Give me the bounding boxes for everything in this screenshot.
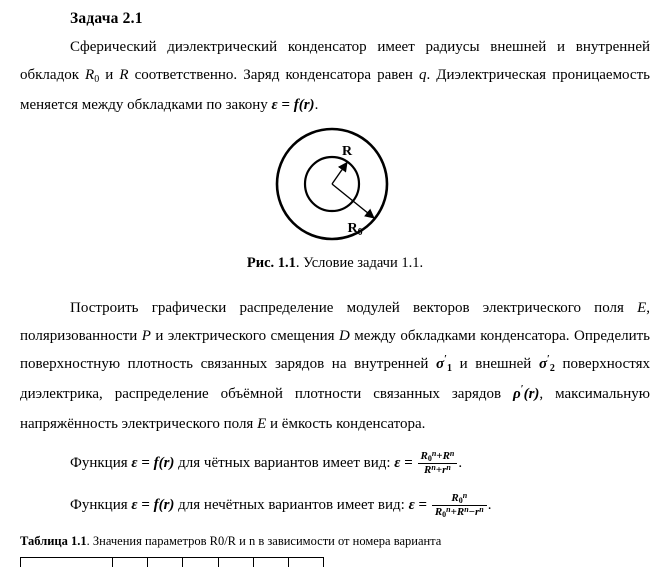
text-run: .	[314, 97, 319, 113]
text-run: ′	[547, 354, 550, 365]
text-run: для нечётных вариантов имеет вид:	[174, 497, 409, 513]
formula-odd-prefix	[70, 497, 431, 513]
formula-even-variants	[70, 446, 650, 480]
text-run: . Условие задачи 1.1.	[295, 255, 424, 271]
fraction-denominator	[432, 506, 487, 519]
table-cell-cutoff	[219, 558, 254, 567]
text-run: 0	[427, 454, 432, 464]
text-run: +	[435, 464, 443, 477]
text-run: ε = f(r)	[271, 97, 315, 113]
text-run: Сферический диэлектрический конденсатор имеет радиусы внешней и внутренней обкладок	[20, 39, 650, 83]
text-run: n	[446, 505, 451, 515]
text-run: R	[85, 67, 95, 83]
formula-odd-suffix: .	[487, 497, 492, 513]
text-run: ε	[408, 497, 415, 513]
formula-odd-variants	[70, 488, 650, 522]
table-caption	[20, 534, 650, 549]
text-run: и электрического смещения	[150, 328, 339, 344]
text-run: ε = f(r)	[131, 455, 175, 471]
outer-radius-label: $R_0$	[347, 221, 363, 238]
text-run: Построить графически распределение модулей векторов электрического поля	[70, 300, 638, 316]
text-run: σ	[436, 356, 445, 372]
table-cell-cutoff	[289, 558, 323, 567]
fraction-denominator	[418, 464, 458, 477]
text-run: E	[257, 416, 267, 432]
figure-caption	[20, 255, 650, 272]
text-run: +	[450, 506, 457, 519]
text-run: между обкладками конденсатора. Определить поверхностную плотность связанных зарядов на внутренней	[20, 328, 651, 372]
formula-even-prefix	[70, 455, 417, 471]
table-cell-cutoff	[148, 558, 183, 567]
text-run: n	[431, 449, 437, 459]
variants-table-fragment-cutoff	[20, 557, 324, 567]
capacitor-cross-section	[269, 125, 401, 243]
text-run: =	[414, 497, 431, 513]
problem-title: Задача 2.1	[70, 10, 143, 27]
text-run: и	[99, 67, 120, 83]
text-run: 0	[458, 496, 463, 506]
text-run: 0	[442, 510, 447, 520]
text-run: ′	[520, 384, 524, 395]
fraction-numerator	[418, 450, 458, 464]
text-run: (r)	[523, 386, 540, 402]
formula-odd-fraction	[432, 492, 487, 518]
text-run: −	[468, 506, 475, 519]
text-run: n	[462, 491, 468, 501]
text-run: E	[637, 300, 647, 316]
formula-even-suffix: .	[458, 455, 463, 471]
text-run: для чётных вариантов имеет вид:	[174, 455, 395, 471]
table-cell-cutoff	[21, 558, 113, 567]
radius-arrow-inner	[332, 163, 347, 185]
radius-arrow-outer	[332, 184, 374, 218]
figure-capacitor-diagram	[20, 125, 650, 247]
text-run: n	[446, 463, 451, 473]
text-run: и внешней	[451, 356, 539, 372]
text-run: R	[456, 506, 465, 519]
text-run: R	[451, 492, 459, 505]
table-cell-cutoff	[113, 558, 148, 567]
text-run: соответственно. Заряд конденсатора равен	[128, 67, 419, 83]
text-run: n	[479, 505, 484, 515]
text-run: D	[338, 328, 350, 344]
text-run: q	[418, 67, 427, 83]
text-run: ρ	[513, 386, 521, 402]
text-run: R	[442, 450, 450, 463]
text-run: n	[464, 505, 469, 515]
text-run: =	[400, 455, 417, 471]
text-run: r	[474, 506, 480, 519]
text-run: R	[420, 450, 428, 463]
text-run: , максимальную напряжённость электрического поля	[20, 386, 650, 432]
text-run: ′	[444, 354, 447, 365]
table-cell-cutoff	[183, 558, 218, 567]
text-run: r	[442, 464, 447, 477]
text-run: 0	[94, 74, 100, 85]
text-run: Функция	[70, 497, 132, 513]
text-run: ε	[394, 455, 401, 471]
text-run: Функция	[70, 455, 132, 471]
text-run: σ	[538, 356, 548, 372]
text-run: . Диэлектрическая проницаемость меняется между обкладками по закону	[20, 67, 650, 113]
text-run: и ёмкость конденсатора.	[266, 416, 426, 432]
text-run: P	[141, 328, 151, 344]
inner-radius-label: R	[341, 144, 353, 159]
text-run: R	[424, 464, 432, 477]
text-run: R	[119, 67, 129, 83]
paragraph-problem-statement	[20, 33, 650, 119]
text-run: n	[449, 449, 455, 459]
text-run: Таблица 1.1	[20, 534, 87, 548]
text-run: +	[436, 450, 443, 463]
text-run: Рис. 1.1	[246, 255, 296, 271]
text-run: 1	[446, 363, 452, 374]
text-run: R	[434, 506, 443, 519]
formula-even-fraction	[418, 450, 458, 476]
text-run: , поляризованности	[20, 300, 650, 344]
text-run: поверхностях диэлектрика, распределение объёмной плотности связанных зарядов	[20, 356, 651, 402]
text-run: n	[431, 463, 436, 473]
text-run: . Значения параметров R0/R и n в зависимости от номера варианта	[86, 534, 442, 548]
text-run: ε = f(r)	[131, 497, 175, 513]
paragraph-task-description	[20, 294, 650, 438]
table-cell-cutoff	[254, 558, 289, 567]
text-run: 2	[549, 363, 555, 374]
